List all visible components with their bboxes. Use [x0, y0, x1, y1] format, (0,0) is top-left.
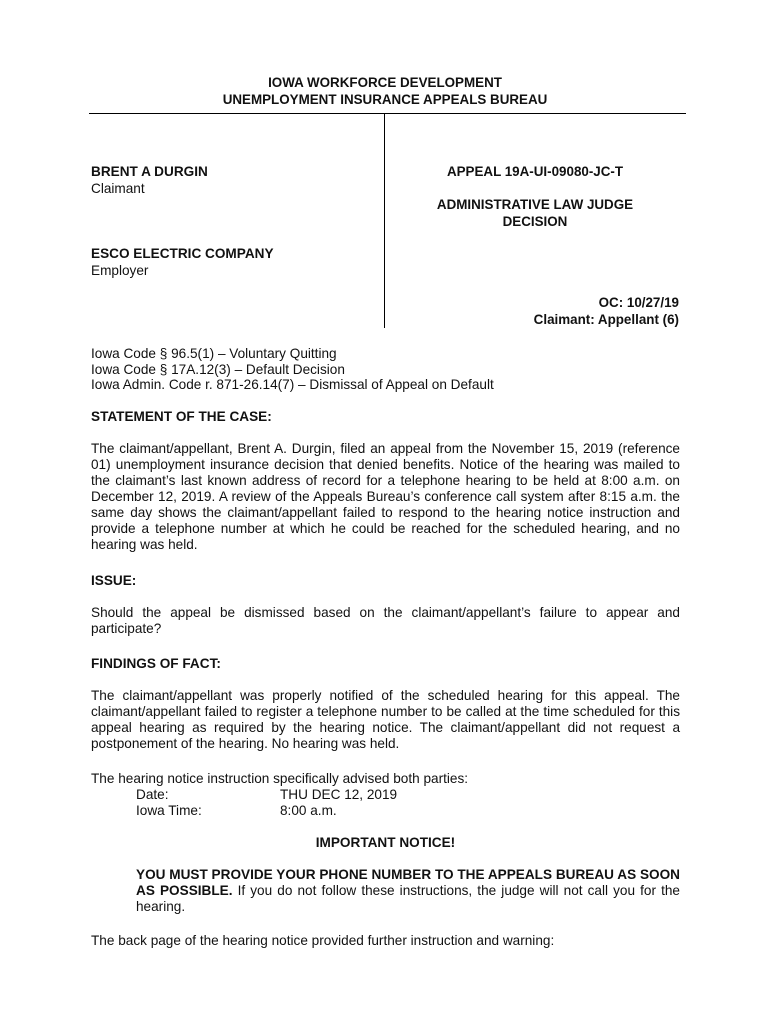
claimant-block: [91, 163, 208, 197]
appeal-number: APPEAL 19A-UI-09080-JC-T: [446, 164, 624, 179]
claimant-status: Claimant: Appellant (6): [533, 312, 679, 327]
time-value: 8:00 a.m.: [280, 803, 337, 818]
bureau-title: UNEMPLOYMENT INSURANCE APPEALS BUREAU: [222, 92, 548, 107]
important-notice: IMPORTANT NOTICE!: [315, 835, 456, 850]
findings-body: The claimant/appellant was properly notified of the scheduled hearing for this appeal. The claimant/appellant failed to register a telephone number to be called at the time scheduled for this appeal hearing as required by the hearing notice. The claimant/appellant did not request a postponement of the hearing. No hearing was held.: [91, 688, 680, 751]
decision-title: [385, 196, 685, 230]
employer-role: Employer: [91, 263, 149, 278]
oc-block: [385, 294, 679, 328]
header-divider: [89, 113, 686, 114]
code-citation: Iowa Code § 96.5(1) – Voluntary Quitting: [91, 346, 337, 361]
code-citations: [91, 346, 494, 393]
notice-details: [136, 787, 536, 819]
notice-date-row: [136, 787, 536, 803]
decision-line-2: DECISION: [502, 214, 568, 229]
code-citation: Iowa Admin. Code r. 871-26.14(7) – Dismissal of Appeal on Default: [91, 377, 494, 392]
warning-bold: YOU MUST PROVIDE YOUR PHONE NUMBER TO THE APPEALS BUREAU AS SOON AS POSSIBLE.: [136, 867, 680, 898]
code-citation: Iowa Code § 17A.12(3) – Default Decision: [91, 361, 345, 377]
issue-heading: ISSUE:: [91, 573, 137, 588]
claimant-name: BRENT A DURGIN: [91, 164, 208, 179]
agency-title: IOWA WORKFORCE DEVELOPMENT: [268, 75, 502, 90]
statement-body: The claimant/appellant, Brent A. Durgin, filed an appeal from the November 15, 2019 (reference 01) unemployment insurance decision that denied benefits. Notice of the hearing was mailed to the claimant’s last known address of record for a telephone hearing to be held at 8:00 a.m. on December 12, 2019. A review of the Appeals Bureau’s conference call system after 8:15 a.m. the same day shows the claimant/appellant failed to respond to the hearing notice instruction and provide a telephone number at which he could be reached for the scheduled hearing, and no hearing was held.: [91, 441, 680, 552]
time-label: Iowa Time:: [136, 803, 202, 818]
warning-paragraph: [136, 867, 680, 915]
findings-heading: FINDINGS OF FACT:: [91, 656, 221, 671]
oc-date: OC: 10/27/19: [598, 295, 679, 310]
date-label: Date:: [136, 787, 169, 802]
back-page-note: The back page of the hearing notice provided further instruction and warning:: [91, 933, 555, 948]
document-header: [0, 74, 770, 108]
decision-line-1: ADMINISTRATIVE LAW JUDGE: [436, 197, 634, 212]
issue-body: Should the appeal be dismissed based on the claimant/appellant’s failure to appear and participate?: [91, 605, 680, 636]
notice-time-row: [136, 803, 536, 819]
notice-intro: The hearing notice instruction specifically advised both parties:: [91, 771, 469, 786]
claimant-role: Claimant: [91, 181, 145, 196]
statement-heading: STATEMENT OF THE CASE:: [91, 409, 272, 424]
warning-rest: If you do not follow these instructions, the judge will not call you for the hearing.: [136, 883, 680, 914]
employer-block: [91, 245, 274, 279]
date-value: THU DEC 12, 2019: [280, 787, 398, 802]
employer-name: ESCO ELECTRIC COMPANY: [91, 246, 274, 261]
